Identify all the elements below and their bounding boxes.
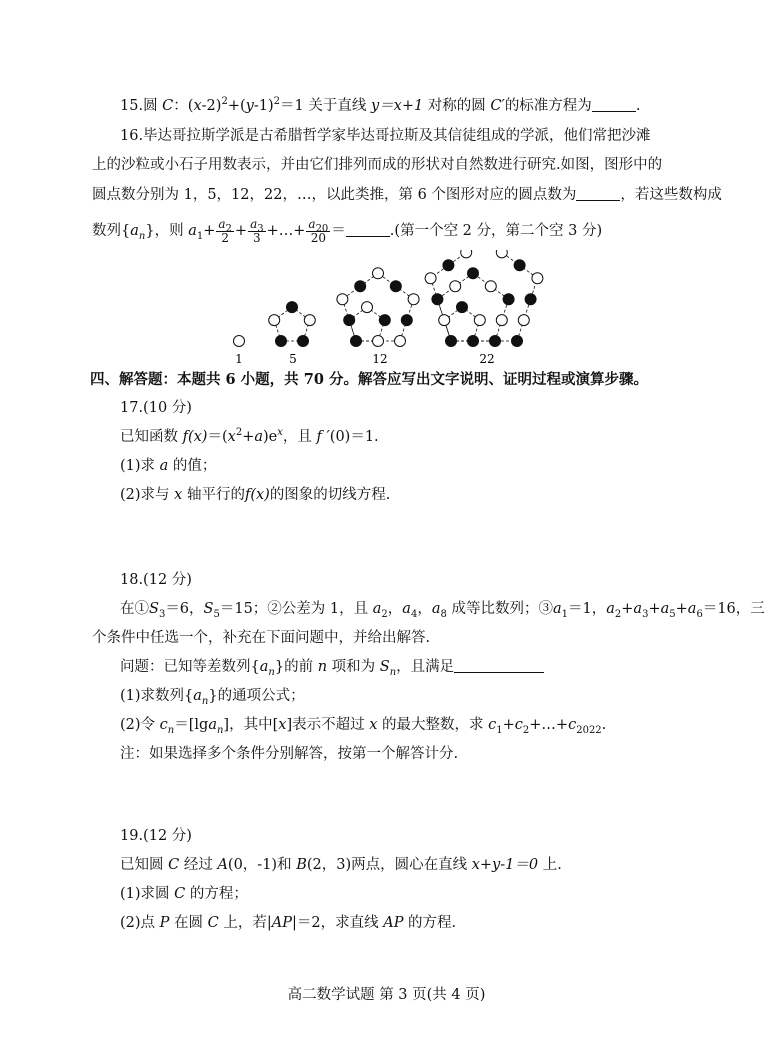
q16-text: 数列{ [92, 223, 131, 239]
q19-text: |＝2，求直线 [291, 915, 384, 931]
dot-filled [525, 294, 536, 305]
dot-hollow [496, 315, 507, 326]
q17-var: a [159, 458, 169, 474]
dot-filled [514, 260, 525, 271]
q16-text: 圆点数分别为 1，5，12，22，…，以此类推，第 6 个图形对应的圆点数为 [92, 187, 577, 203]
q17-text: 轴平行的 [182, 487, 245, 503]
q16-line-2: 上的沙粒或小石子用数表示，并由它们排列而成的形状对自然数进行研究.如图，图形中的 [92, 157, 663, 173]
q18-sub: 1 [561, 608, 568, 620]
q15-var: C′ [490, 98, 505, 114]
q15-number: 15. [120, 98, 144, 114]
q17-text: (2)求与 [120, 487, 175, 503]
q16-sub: 3 [257, 222, 264, 234]
q18-text: + [648, 601, 661, 617]
q15-text: ＝1 关于直线 [280, 98, 371, 114]
q18-text: }的前 [274, 659, 318, 675]
q18-var: a [208, 717, 217, 733]
dot-hollow [373, 268, 384, 279]
fraction [248, 218, 266, 245]
pentagon-edge [517, 278, 537, 341]
dot-filled [355, 281, 366, 292]
q18-line-5 [120, 715, 606, 735]
q18-text: ＝15；②公差为 1，且 [219, 601, 373, 617]
q18-sub: 2022 [576, 724, 602, 736]
frac-den: 2 [221, 230, 229, 245]
dot-hollow [304, 315, 315, 326]
q18-sub: n [389, 666, 397, 678]
q17-text: 的图象的切线方程. [269, 487, 391, 503]
q16-sub: 20 [315, 222, 329, 234]
q17-header: 17.(10 分) [120, 400, 192, 416]
q18-var: a [660, 601, 670, 617]
dot-hollow [269, 315, 280, 326]
q17-text: (1)求 [120, 458, 160, 474]
dot-hollow [362, 302, 373, 313]
dot-filled [468, 336, 479, 347]
q18-note: 注：如果选择多个条件分别解答，按第一个解答计分. [120, 746, 459, 762]
q16-var: a [218, 216, 226, 231]
q18-text: +…+ [529, 717, 569, 733]
q15-text: -1) [253, 98, 274, 114]
q17-stem [120, 427, 379, 447]
q17-part-2 [120, 485, 390, 505]
q18-var: a [606, 601, 615, 617]
q15-text: +( [227, 98, 246, 114]
q18-sub: 1 [496, 724, 503, 736]
q18-line-2: 个条件中任选一个，补充在下面问题中，并给出解答. [92, 630, 431, 646]
condition-blank[interactable] [454, 658, 544, 673]
q19-var: P [159, 915, 170, 931]
q18-text: 成等比数列；③ [446, 601, 553, 617]
q19-text: 上，若| [218, 915, 272, 931]
q15-text: 的标准方程为 [504, 98, 592, 114]
q18-sub: 6 [696, 608, 703, 620]
q16-var: a [250, 216, 258, 231]
q17-var: x [174, 487, 183, 503]
q16-text: .(第一个空 2 分，第二个空 3 分) [389, 223, 603, 239]
q18-text: ＝6， [165, 601, 204, 617]
dot-hollow [461, 250, 472, 258]
q18-var: S [379, 659, 390, 675]
q17-exp: x [277, 427, 283, 439]
q19-text: (2)点 [120, 915, 160, 931]
q18-sub: 2 [614, 608, 622, 620]
q19-var: B [296, 857, 307, 873]
figure-label-2: 5 [289, 352, 297, 366]
q18-text: ＝16，三 [702, 601, 765, 617]
q16-line-1: 16.毕达哥拉斯学派是古希腊哲学家毕达哥拉斯及其信徒组成的学派，他们常把沙滩 [120, 128, 651, 144]
fraction [306, 218, 330, 245]
q18-sub: 4 [410, 608, 418, 620]
pentagon-edge [484, 250, 537, 278]
q16-text: +…+ [266, 223, 306, 239]
q18-text: + [675, 601, 688, 617]
q16-text: ＝ [331, 223, 346, 239]
q16-line-3 [92, 185, 722, 205]
q18-var: a [687, 601, 697, 617]
q19-text: (0，-1)和 [227, 857, 297, 873]
q18-sub: 3 [158, 608, 166, 620]
frac-num [216, 218, 234, 232]
q18-text: 的最大整数，求 [377, 717, 489, 733]
q18-var: x [369, 717, 378, 733]
q19-var: C [174, 886, 186, 902]
q18-text: ]，其中[ [223, 717, 279, 733]
q15-var: y [245, 98, 254, 114]
q18-var: x [278, 717, 287, 733]
frac-den: 3 [253, 230, 261, 245]
q15-text: . [635, 98, 641, 114]
q17-text: ，且 [282, 429, 317, 445]
q18-sub: 3 [642, 608, 649, 620]
dot-hollow [425, 273, 436, 284]
q18-sub: n [167, 724, 175, 736]
q18-text: ， [417, 601, 432, 617]
dot-filled [298, 336, 309, 347]
q18-text: . [601, 717, 607, 733]
q19-stem [120, 855, 562, 875]
q18-var: a [431, 601, 441, 617]
q18-header: 18.(12 分) [120, 572, 192, 588]
frac-den: 20 [310, 230, 326, 245]
q16-line-4 [92, 214, 602, 248]
q18-sub: n [216, 724, 224, 736]
dot-filled [276, 336, 287, 347]
figure-4 [425, 250, 543, 347]
dot-filled [401, 315, 412, 326]
q18-text: (2)令 [120, 717, 160, 733]
q19-line-eq: x+y-1＝0 [471, 857, 539, 873]
question-15 [120, 96, 640, 116]
q15-var: x [193, 98, 202, 114]
dot-hollow [373, 336, 384, 347]
q19-part-1 [120, 884, 248, 904]
q18-var: S [149, 601, 159, 617]
q16-text: }，则 [145, 223, 189, 239]
q16-sub: 2 [225, 222, 232, 234]
q18-var: c [568, 717, 577, 733]
q16-sub: n [138, 230, 146, 242]
q17-var: f(x) [244, 487, 270, 503]
q18-var: a [402, 601, 411, 617]
figure-label-1: 1 [235, 352, 243, 366]
q16-text: + [234, 223, 248, 239]
q19-var: AP [271, 915, 292, 931]
q15-line-eq: y＝x+1 [370, 98, 424, 114]
figure-2 [269, 302, 316, 347]
q18-text: ， [387, 601, 403, 617]
q17-var: a [254, 429, 264, 445]
q15-text: -2) [201, 98, 222, 114]
q16-var: a [130, 223, 139, 239]
q15-exp: 2 [221, 96, 228, 108]
q18-var: a [372, 601, 382, 617]
q17-text: )e [263, 429, 278, 445]
dot-hollow [450, 281, 461, 292]
q16-sub: 1 [196, 230, 204, 242]
q19-text: 的方程. [403, 915, 457, 931]
dot-hollow [496, 250, 507, 258]
q16-var: a [308, 216, 316, 231]
q19-text: 在圆 [169, 915, 208, 931]
q19-text: (2，3)两点，圆心在直线 [306, 857, 472, 873]
q17-var: f ′ [316, 429, 330, 445]
q18-sub: n [268, 666, 275, 678]
q18-line-4 [120, 686, 305, 706]
dot-filled [503, 294, 514, 305]
dot-hollow [408, 294, 419, 305]
q19-var: A [217, 857, 228, 873]
q17-text: ＝( [207, 429, 228, 445]
q17-exp: 2 [235, 427, 243, 439]
q18-line-1 [120, 599, 765, 619]
q18-sub: 5 [669, 608, 676, 620]
q18-text: + [621, 601, 634, 617]
q16-var: a [188, 223, 197, 239]
q18-var: c [488, 717, 497, 733]
q15-text: 对称的圆 [423, 98, 491, 114]
dot-filled [432, 294, 443, 305]
q18-text: 问题：已知等差数列{ [120, 659, 260, 675]
q18-sub: 2 [522, 724, 530, 736]
q18-text: + [502, 717, 515, 733]
figure-3 [337, 268, 419, 347]
q17-var: x [227, 429, 236, 445]
dot-hollow [532, 273, 543, 284]
dot-filled [351, 336, 362, 347]
q19-var: AP [383, 915, 404, 931]
q17-text: 的值； [168, 458, 217, 474]
q16-text: ，若这些数构成 [620, 187, 722, 203]
figure-label-3: 12 [372, 352, 388, 366]
q18-text: }的通项公式； [208, 688, 305, 704]
q15-var: C [162, 98, 174, 114]
q18-var: S [203, 601, 214, 617]
q19-var: C [168, 857, 180, 873]
fraction [216, 218, 234, 245]
q18-var: c [159, 717, 168, 733]
q15-exp: 2 [273, 96, 280, 108]
q18-sub: 5 [213, 608, 220, 620]
q18-text: (1)求数列{ [120, 688, 194, 704]
dot-hollow [474, 315, 485, 326]
dot-filled [490, 336, 501, 347]
q17-part-1 [120, 456, 216, 476]
q19-text: (1)求圆 [120, 886, 175, 902]
q18-var: a [552, 601, 562, 617]
q18-text: ＝1， [568, 601, 607, 617]
dot-filled [512, 336, 523, 347]
q18-text: 在① [120, 601, 149, 617]
q15-text: ：( [173, 98, 194, 114]
q18-text: ，且满足 [396, 659, 455, 675]
q18-var: a [193, 688, 202, 704]
dot-hollow [395, 336, 406, 347]
q19-text: 经过 [179, 857, 218, 873]
dot-filled [379, 315, 390, 326]
dot-filled [446, 336, 457, 347]
dot-hollow [234, 336, 245, 347]
dot-hollow [485, 281, 496, 292]
q17-text: + [242, 429, 255, 445]
frac-num [306, 218, 330, 232]
q18-sub: 2 [381, 608, 388, 620]
answer-blank[interactable] [346, 222, 390, 237]
q17-var: f(x) [182, 429, 208, 445]
q19-part-2 [120, 913, 456, 933]
q16-text: + [203, 223, 216, 239]
dot-filled [457, 302, 468, 313]
pentagonal-figures [0, 250, 773, 368]
dot-filled [468, 268, 479, 279]
q18-text: 项和为 [327, 659, 380, 675]
q17-text: (0)＝1. [329, 429, 379, 445]
q18-text: ＝[lg [174, 717, 209, 733]
q19-header: 19.(12 分) [120, 828, 192, 844]
q15-text: 圆 [143, 98, 163, 114]
q18-var: a [259, 659, 269, 675]
q18-sub: n [201, 695, 209, 707]
dot-filled [344, 315, 355, 326]
q17-text: 已知函数 [120, 429, 183, 445]
dot-filled [287, 302, 298, 313]
answer-blank[interactable] [592, 97, 636, 112]
q19-text: 已知圆 [120, 857, 169, 873]
frac-num [248, 218, 266, 232]
q18-var: n [317, 659, 328, 675]
section-4-heading: 四、解答题：本题共 6 小题，共 70 分。解答应写出文字说明、证明过程或演算步骤。 [90, 371, 648, 388]
q18-text: ]表示不超过 [286, 717, 370, 733]
figure-label-4: 22 [479, 352, 495, 366]
answer-blank[interactable] [576, 186, 620, 201]
q18-var: c [514, 717, 523, 733]
q19-var: C [207, 915, 219, 931]
dot-filled [390, 281, 401, 292]
q18-sub: 8 [440, 608, 447, 620]
dot-hollow [518, 315, 529, 326]
dot-filled [443, 260, 454, 271]
figure-1 [234, 336, 245, 347]
q18-line-3 [120, 657, 544, 677]
dot-hollow [439, 315, 450, 326]
q19-text: 上. [538, 857, 562, 873]
dot-hollow [337, 294, 348, 305]
q19-text: 的方程； [185, 886, 248, 902]
page-footer: 高二数学试题 第 3 页(共 4 页) [287, 987, 486, 1003]
q18-var: a [633, 601, 643, 617]
